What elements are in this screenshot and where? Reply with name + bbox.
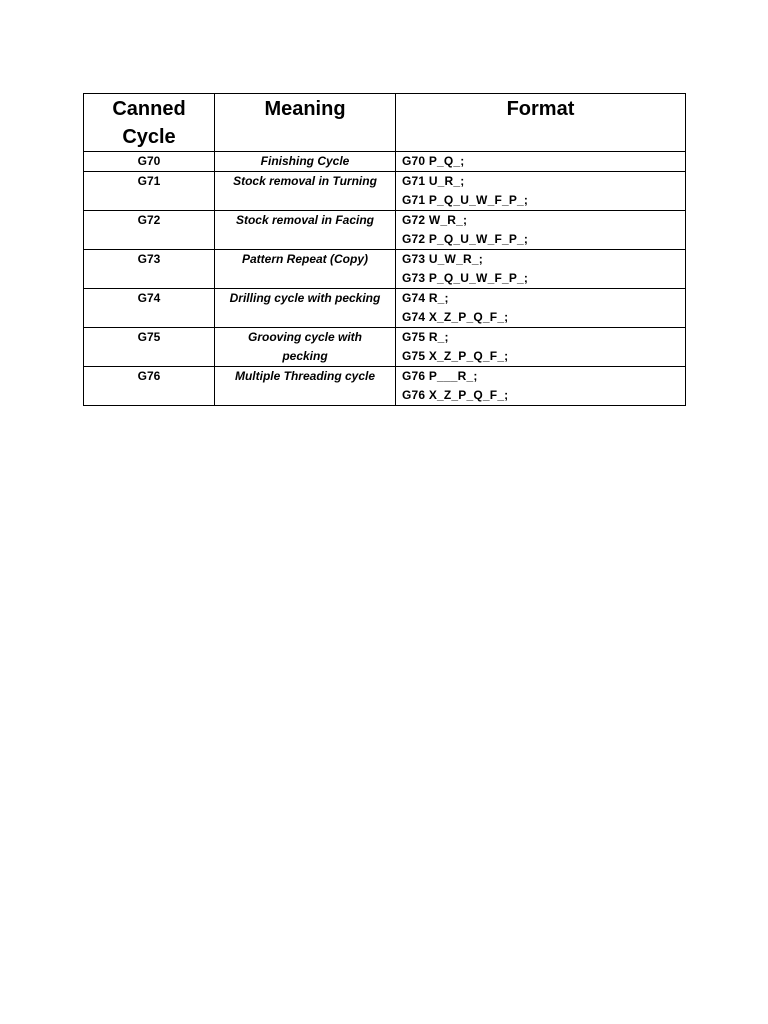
cycle-meaning: Stock removal in Facing [215, 211, 396, 250]
format-line: G71 U_R_; [402, 174, 465, 188]
cycle-format [396, 289, 686, 328]
table-row [84, 152, 686, 172]
cycle-code: G76 [84, 367, 215, 406]
header-format: Format [396, 94, 686, 152]
table-row [84, 250, 686, 289]
cycle-format [396, 152, 686, 172]
header-meaning: Meaning [215, 94, 396, 152]
cycle-code: G74 [84, 289, 215, 328]
table-row [84, 211, 686, 250]
format-line: G72 W_R_; [402, 213, 468, 227]
format-line: G74 X_Z_P_Q_F_; [402, 310, 509, 324]
cycle-meaning: Finishing Cycle [215, 152, 396, 172]
format-line: G76 X_Z_P_Q_F_; [402, 388, 509, 402]
cycle-code: G75 [84, 328, 215, 367]
format-line: G75 X_Z_P_Q_F_; [402, 349, 509, 363]
table-row [84, 367, 686, 406]
cycle-format [396, 211, 686, 250]
cycle-code: G70 [84, 152, 215, 172]
cycle-format [396, 172, 686, 211]
cycle-format [396, 250, 686, 289]
format-line: G76 P___R_; [402, 369, 478, 383]
format-line: G73 U_W_R_; [402, 252, 483, 266]
format-line: G70 P_Q_; [402, 154, 465, 168]
cycle-format [396, 367, 686, 406]
cycle-meaning: Grooving cycle with pecking [215, 328, 396, 367]
table-row [84, 289, 686, 328]
cycle-format [396, 328, 686, 367]
table-row [84, 172, 686, 211]
cycle-meaning: Pattern Repeat (Copy) [215, 250, 396, 289]
cycle-code: G73 [84, 250, 215, 289]
format-line: G75 R_; [402, 330, 449, 344]
header-canned-cycle: Canned Cycle [84, 94, 215, 152]
table-row [84, 328, 686, 367]
cycle-meaning: Stock removal in Turning [215, 172, 396, 211]
format-line: G73 P_Q_U_W_F_P_; [402, 271, 529, 285]
cycle-meaning: Drilling cycle with pecking [215, 289, 396, 328]
format-line: G71 P_Q_U_W_F_P_; [402, 193, 529, 207]
format-line: G74 R_; [402, 291, 449, 305]
table-header-row [84, 94, 686, 152]
cycle-code: G71 [84, 172, 215, 211]
cycle-meaning: Multiple Threading cycle [215, 367, 396, 406]
cycle-code: G72 [84, 211, 215, 250]
canned-cycle-table [83, 93, 686, 406]
format-line: G72 P_Q_U_W_F_P_; [402, 232, 529, 246]
